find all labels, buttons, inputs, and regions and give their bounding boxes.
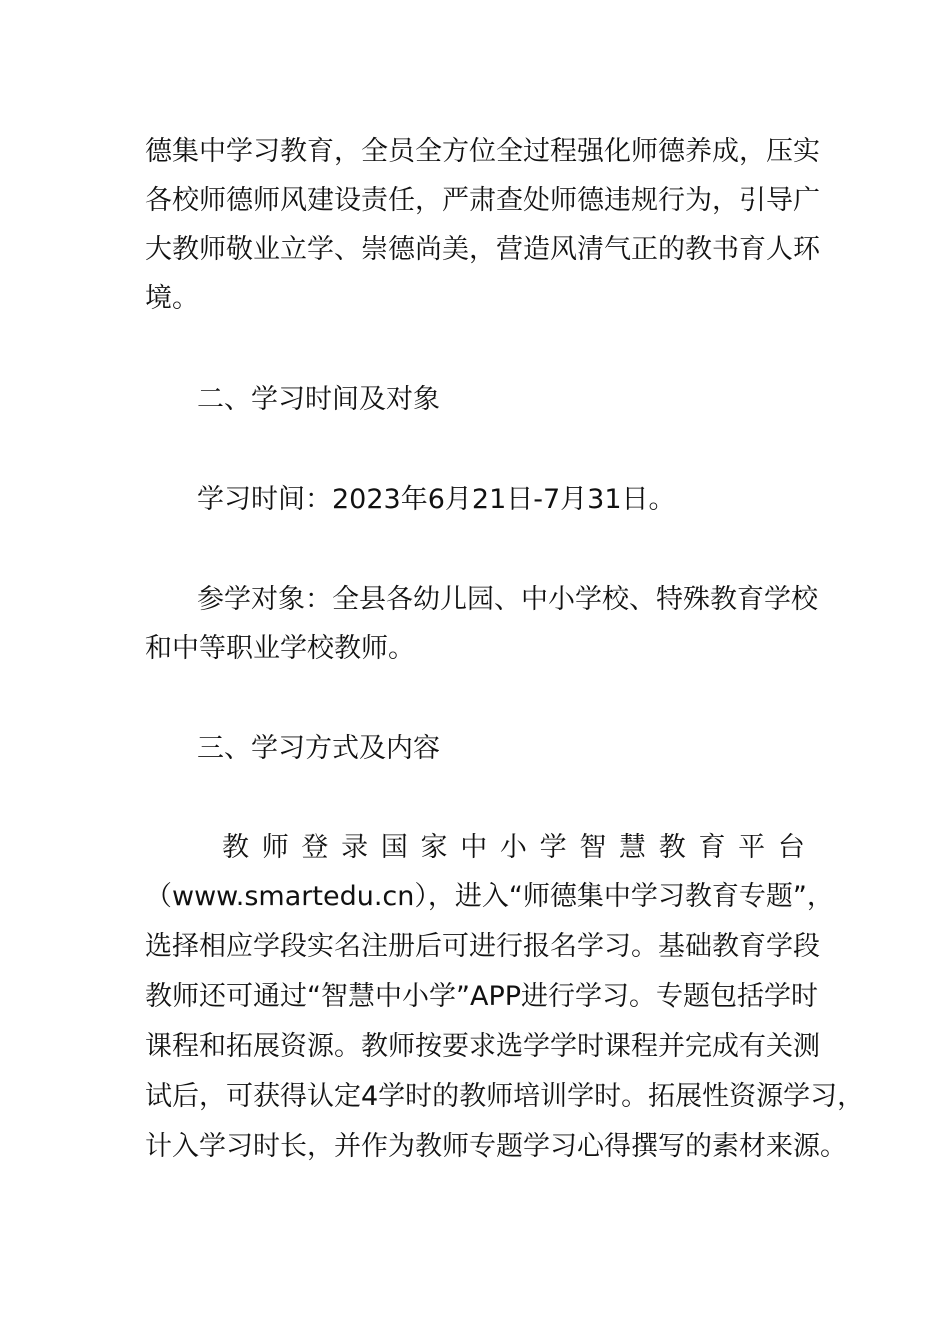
- char: 录: [341, 832, 369, 863]
- char: 中: [460, 832, 488, 863]
- paragraph-line: 各校师德师风建设责任，严肃查处师德违规行为，引导广: [145, 185, 820, 216]
- char: 教: [222, 832, 249, 863]
- justified-first-line: [222, 828, 805, 868]
- audience-line: 参学对象：全县各幼儿园、中小学校、特殊教育学校: [197, 584, 818, 615]
- audience-line: 和中等职业学校教师。: [145, 633, 415, 664]
- section-heading: 二、学习时间及对象: [197, 384, 440, 415]
- char: 小: [499, 832, 527, 863]
- char: 平: [738, 832, 766, 863]
- paragraph-line: 试后，可获得认定4学时的教师培训学时。拓展性资源学习，: [145, 1081, 865, 1112]
- char: 台: [777, 832, 805, 863]
- char: 国: [380, 832, 408, 863]
- paragraph-line: 选择相应学段实名注册后可进行报名学习。基础教育学段: [145, 931, 820, 962]
- char: 育: [698, 832, 726, 863]
- paragraph-line: 课程和拓展资源。教师按要求选学学时课程并完成有关测: [145, 1031, 820, 1062]
- section-heading: 三、学习方式及内容: [197, 733, 440, 764]
- char: 师: [261, 832, 289, 863]
- char: 学: [539, 832, 567, 863]
- paragraph-line: 教师还可通过“智慧中小学”APP进行学习。专题包括学时: [145, 981, 819, 1012]
- paragraph-line: 德集中学习教育，全员全方位全过程强化师德养成，压实: [145, 136, 820, 167]
- char: 慧: [619, 832, 647, 863]
- char: 智: [579, 832, 607, 863]
- study-time: 学习时间：2023年6月21日-7月31日。: [197, 484, 676, 515]
- char: 教: [658, 832, 686, 863]
- paragraph-line: 大教师敬业立学、崇德尚美，营造风清气正的教书育人环: [145, 234, 820, 265]
- paragraph-line: 计入学习时长，并作为教师专题学习心得撰写的素材来源。: [145, 1131, 847, 1162]
- char: 登: [301, 832, 329, 863]
- paragraph-line: 境。: [145, 283, 199, 314]
- paragraph-line: （www.smartedu.cn），进入“师德集中学习教育专题”，: [145, 881, 834, 912]
- char: 家: [420, 832, 448, 863]
